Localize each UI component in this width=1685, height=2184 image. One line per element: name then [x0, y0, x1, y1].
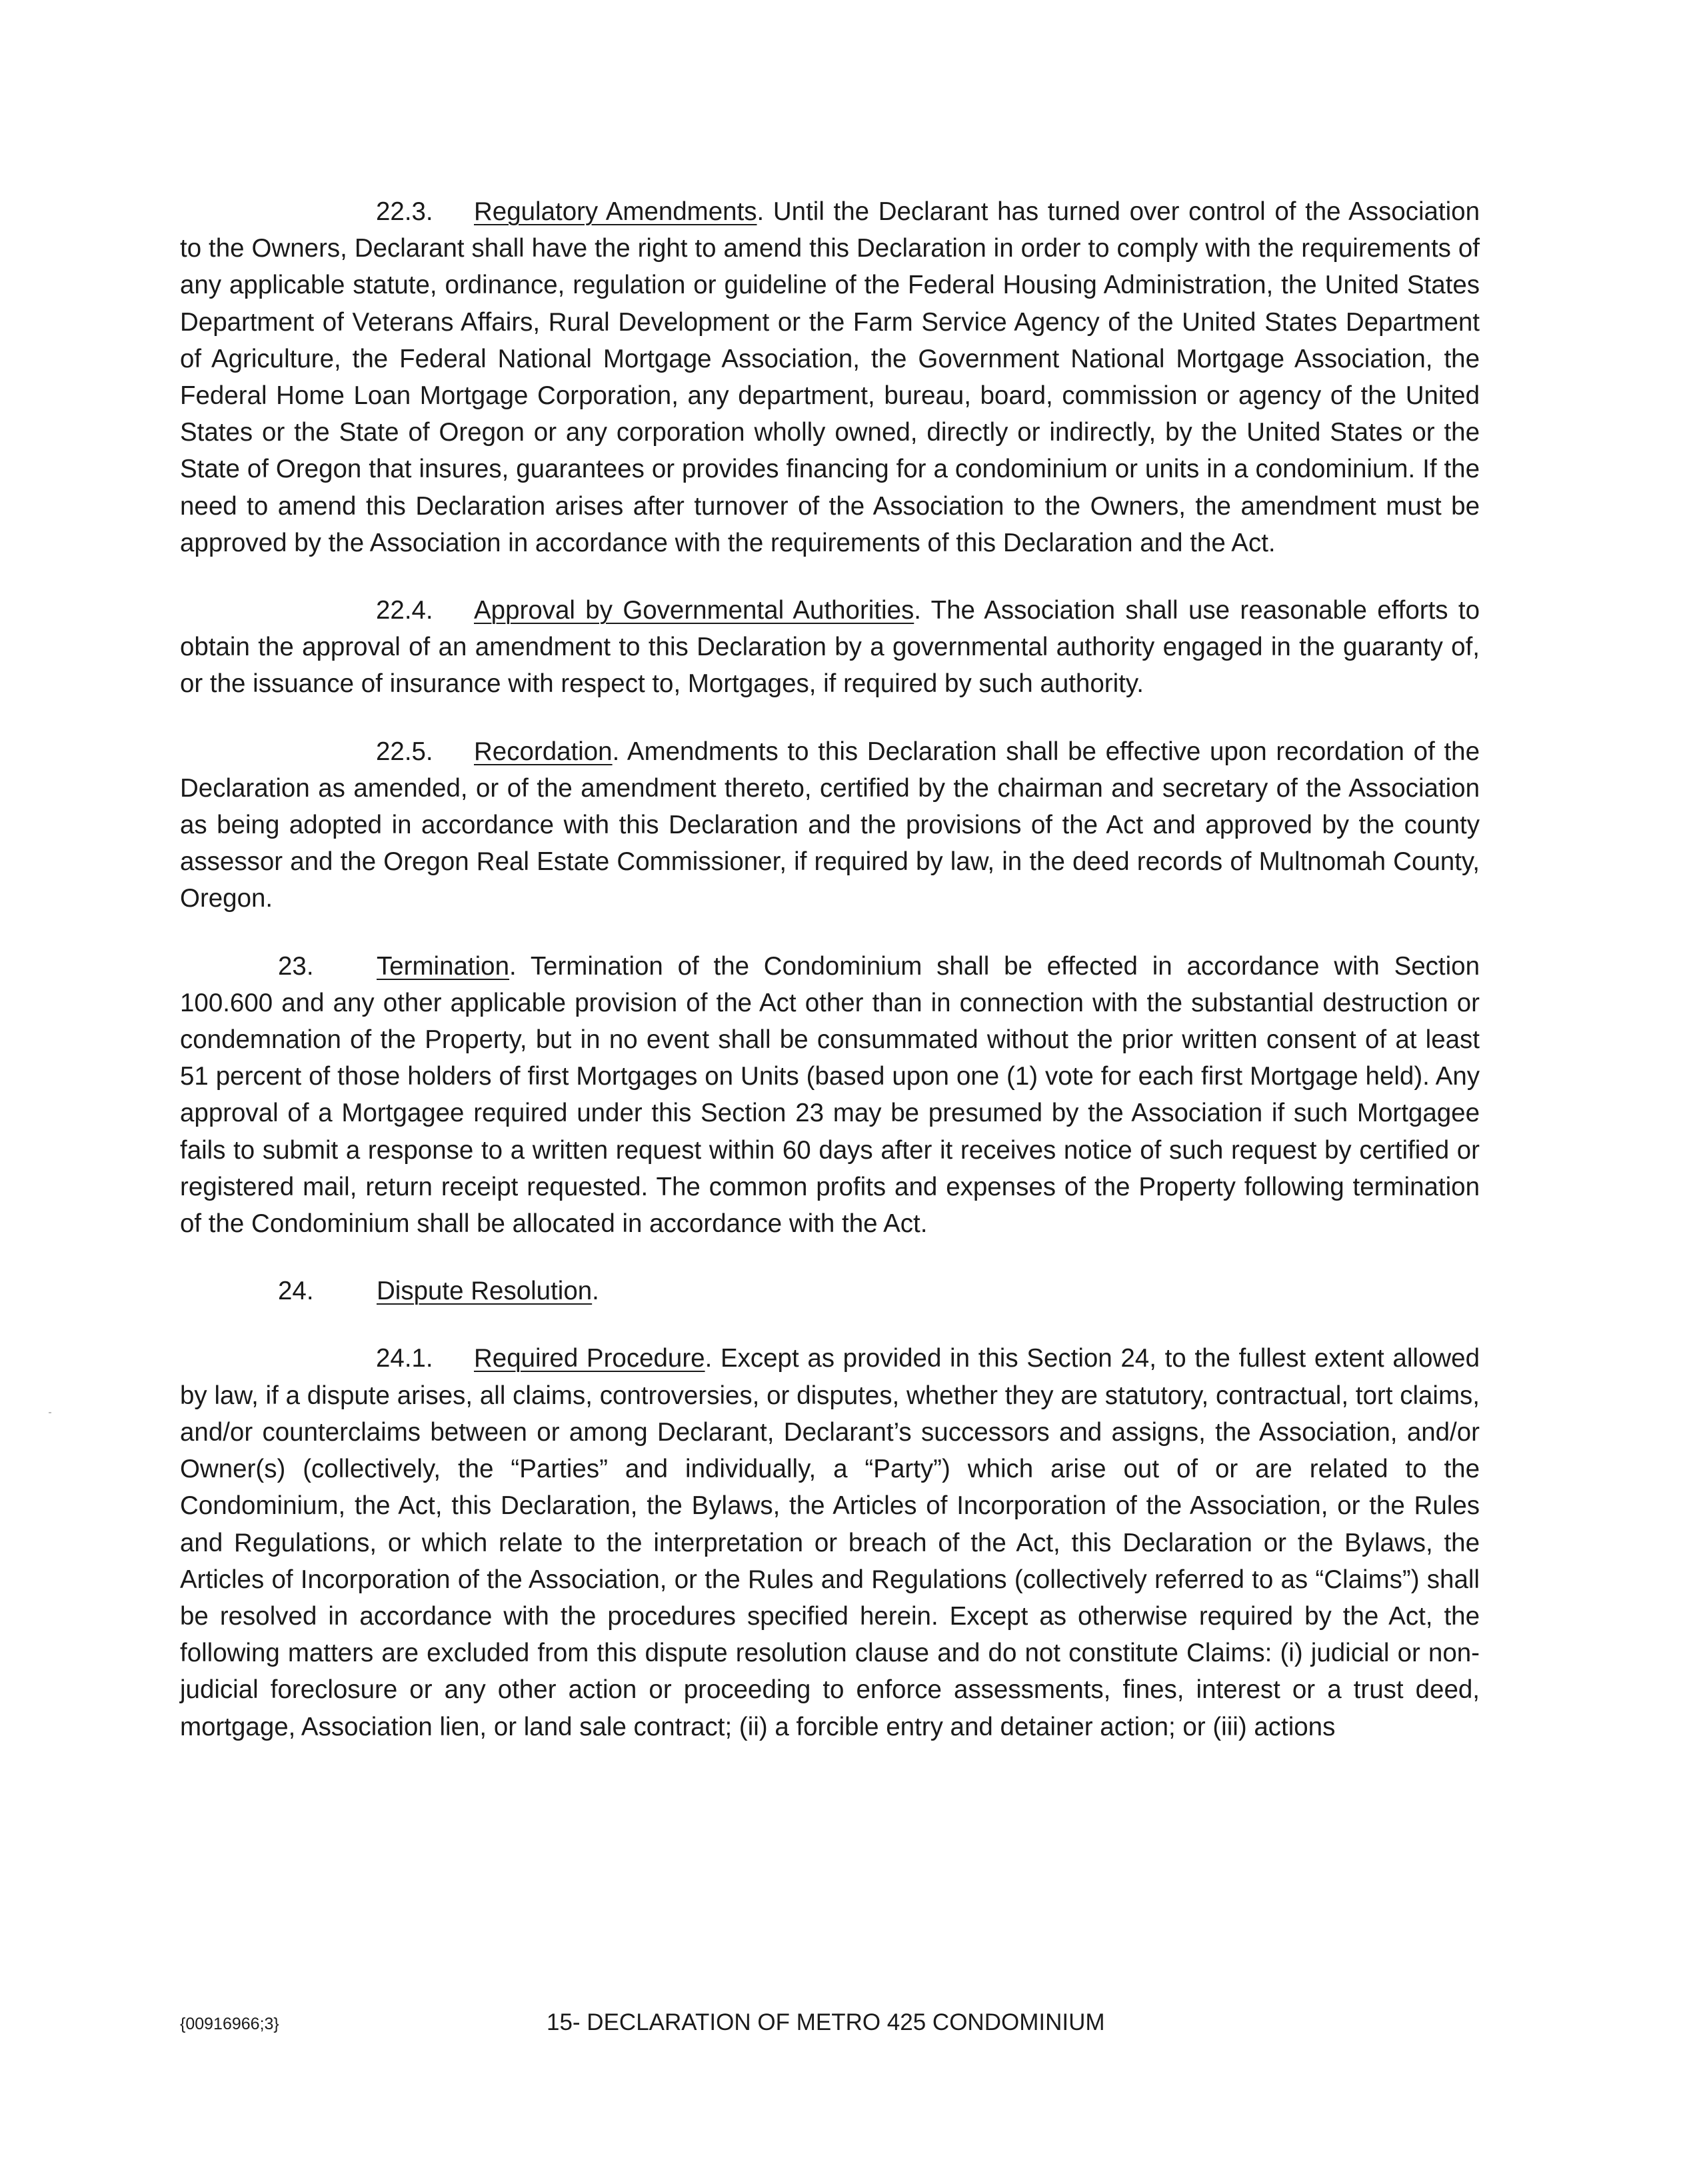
- footer-page-title: 15- DECLARATION OF METRO 425 CONDOMINIUM: [547, 2009, 1105, 2035]
- section-heading: Required Procedure: [474, 1344, 705, 1373]
- section-heading: Dispute Resolution: [377, 1277, 593, 1306]
- section-number: 22.5.: [376, 737, 433, 766]
- section-24-1: 24.1. Required Procedure. Except as provided in this Section 24, to the fullest extent allowed by law, if a dispute arises, all claims, controversies, or disputes, whether they are statutory, contractual, tort claims, and/or counterclaims between or among Declarant, Declarant’s successors and assigns, the Association, and/or Owner(s) (collectively, the “Parties” and individually, a “Party”) which arise out of or are related to the Condominium, the Act, this Declaration, the Bylaws, the Articles of Incorporation of the Association, or the Rules and Regulations, or which relate to the interpretation or breach of the Act, this Declaration or the Bylaws, the Articles of Incorporation of the Association, or the Rules and Regulations (collectively referred to as “Claims”) shall be resolved in accordance with the procedures specified herein. Except as otherwise required by the Act, the following matters are excluded from this dispute resolution clause and do not constitute Claims: (i) judicial or non-judicial foreclosure or any other action or proceeding to enforce assessments, fines, interest or a trust deed, mortgage, Association lien, or land sale contract; (ii) a forcible entry and detainer action; or (iii) actions: [180, 1340, 1480, 1745]
- section-heading: Approval by Governmental Authorities: [474, 596, 914, 625]
- section-22-3: 22.3. Regulatory Amendments. Until the Declarant has turned over control of the Association to the Owners, Declarant shall have the right to amend this Declaration in order to comply with the requirements of any applicable statute, ordinance, regulation or guideline of the Federal Housing Administration, the United States Department of Veterans Affairs, Rural Development or the Farm Service Agency of the United States Department of Agriculture, the Federal National Mortgage Association, the Government National Mortgage Association, the Federal Home Loan Mortgage Corporation, any department, bureau, board, commission or agency of the United States or the State of Oregon or any corporation wholly owned, directly or indirectly, by the United States or the State of Oregon that insures, guarantees or provides financing for a condominium or units in a condominium. If the need to amend this Declaration arises after turnover of the Association to the Owners, the amendment must be approved by the Association in accordance with the requirements of this Declaration and the Act.: [180, 193, 1480, 561]
- section-heading: Recordation: [474, 737, 613, 766]
- section-22-4: 22.4. Approval by Governmental Authorities. The Association shall use reasonable efforts to obtain the approval of an amendment to this Declaration by a governmental authority engaged in the guaranty of, or the issuance of insurance with respect to, Mortgages, if required by such authority.: [180, 592, 1480, 703]
- section-number: 22.3.: [376, 197, 433, 226]
- section-text: Amendments to this Declaration shall be effective upon recordation of the Declaration as amended, or of the amendment thereto, certified by the chairman and secretary of the Association as being adopted in accordance with this Declaration and the provisions of the Act and approved by the county assessor and the Oregon Real Estate Commissioner, if required by law, in the deed records of Multnomah County, Oregon.: [180, 737, 1480, 913]
- section-24: 24. Dispute Resolution.: [180, 1273, 1480, 1309]
- document-body: [180, 193, 1480, 1745]
- section-heading: Termination: [377, 951, 510, 981]
- section-23: 23. Termination. Termination of the Condominium shall be effected in accordance with Section 100.600 and any other applicable provision of the Act other than in connection with the substantial destruction or condemnation of the Property, but in no event shall be consummated without the prior written consent of at least 51 percent of those holders of first Mortgages on Units (based upon one (1) vote for each first Mortgage held). Any approval of a Mortgagee required under this Section 23 may be presumed by the Association if such Mortgagee fails to submit a response to a written request within 60 days after it receives notice of such request by certified or registered mail, return receipt requested. The common profits and expenses of the Property following termination of the Condominium shall be allocated in accordance with the Act.: [180, 948, 1480, 1243]
- scan-artifact: [49, 1412, 51, 1413]
- section-number: 22.4.: [376, 596, 433, 625]
- section-number: 24.: [278, 1277, 314, 1306]
- footer-document-id: {00916966;3}: [180, 2015, 279, 2033]
- section-text: The Association shall use reasonable efforts to obtain the approval of an amendment to this Declaration by a governmental authority engaged in the guaranty of, or the issuance of insurance with respect to, Mortgages, if required by such authority.: [180, 596, 1480, 699]
- section-heading: Regulatory Amendments: [474, 197, 757, 226]
- section-text: Until the Declarant has turned over control of the Association to the Owners, Declarant shall have the right to amend this Declaration in order to comply with the requirements of any applicable statute, ordinance, regulation or guideline of the Federal Housing Administration, the United States Department of Veterans Affairs, Rural Development or the Farm Service Agency of the United States Department of Agriculture, the Federal National Mortgage Association, the Government National Mortgage Association, the Federal Home Loan Mortgage Corporation, any department, bureau, board, commission or agency of the United States or the State of Oregon or any corporation wholly owned, directly or indirectly, by the United States or the State of Oregon that insures, guarantees or provides financing for a condominium or units in a condominium. If the need to amend this Declaration arises after turnover of the Association to the Owners, the amendment must be approved by the Association in accordance with the requirements of this Declaration and the Act.: [180, 197, 1480, 557]
- section-number: 23.: [278, 951, 314, 981]
- section-text: Termination of the Condominium shall be effected in accordance with Section 100.600 and any other applicable provision of the Act other than in connection with the substantial destruction or condemnation of the Property, but in no event shall be consummated without the prior written consent of at least 51 percent of those holders of first Mortgages on Units (based upon one (1) vote for each first Mortgage held). Any approval of a Mortgagee required under this Section 23 may be presumed by the Association if such Mortgagee fails to submit a response to a written request within 60 days after it receives notice of such request by certified or registered mail, return receipt requested. The common profits and expenses of the Property following termination of the Condominium shall be allocated in accordance with the Act.: [180, 951, 1480, 1239]
- section-number: 24.1.: [376, 1344, 433, 1373]
- section-text: Except as provided in this Section 24, to the fullest extent allowed by law, if a dispute arises, all claims, controversies, or disputes, whether they are statutory, contractual, tort claims, and/or counterclaims between or among Declarant, Declarant’s successors and assigns, the Association, and/or Owner(s) (collectively, the “Parties” and individually, a “Party”) which arise out of or are related to the Condominium, the Act, this Declaration, the Bylaws, the Articles of Incorporation of the Association, or the Rules and Regulations, or which relate to the interpretation or breach of the Act, this Declaration or the Bylaws, the Articles of Incorporation of the Association, or the Rules and Regulations (collectively referred to as “Claims”) shall be resolved in accordance with the procedures specified herein. Except as otherwise required by the Act, the following matters are excluded from this dispute resolution clause and do not constitute Claims: (i) judicial or non-judicial foreclosure or any other action or proceeding to enforce assessments, fines, interest or a trust deed, mortgage, Association lien, or land sale contract; (ii) a forcible entry and detainer action; or (iii) actions: [180, 1344, 1480, 1741]
- section-22-5: 22.5. Recordation. Amendments to this Declaration shall be effective upon recordation of the Declaration as amended, or of the amendment thereto, certified by the chairman and secretary of the Association as being adopted in accordance with this Declaration and the provisions of the Act and approved by the county assessor and the Oregon Real Estate Commissioner, if required by law, in the deed records of Multnomah County, Oregon.: [180, 733, 1480, 917]
